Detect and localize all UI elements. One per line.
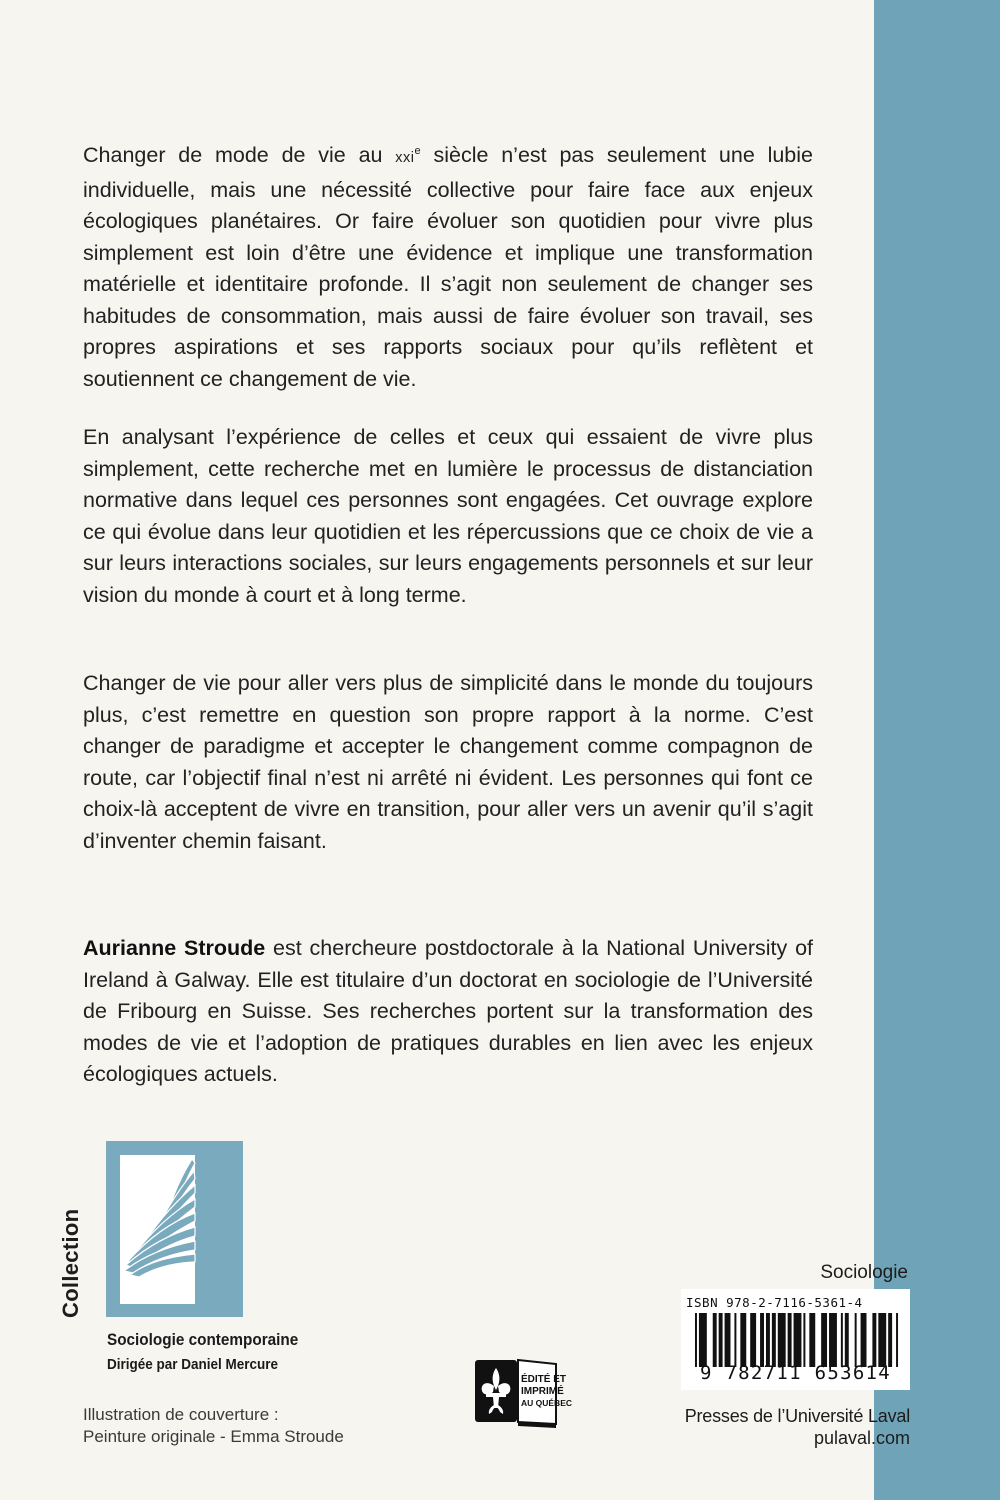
barcode-bar <box>699 1313 707 1367</box>
collection-director: Dirigée par Daniel Mercure <box>107 1356 279 1373</box>
barcode-bar <box>829 1313 837 1367</box>
barcode-bar <box>872 1313 876 1367</box>
author-name: Aurianne Stroude <box>83 936 266 960</box>
collection-label: Collection <box>58 1208 83 1318</box>
summary-paragraph-2 <box>83 422 813 611</box>
credits-line-2: Peinture originale - Emma Stroude <box>83 1427 344 1446</box>
barcode-bar <box>766 1313 770 1367</box>
barcode-bar <box>896 1313 898 1367</box>
barcode-bar <box>878 1313 886 1367</box>
paragraph-text: En analysant l’expérience de celles et ceux qui essaient de vivre plus simplement, cette recherche met en lumière le processus de distanciation normative dans lequel ces personnes sont engagées. Cet ouvrage explore ce qui évolue dans leur quotidien et les répercussions que ce choix de vie a sur leurs interactions sociales, sur leurs engagements personnels et sur leur vision du monde à court et à long terme. <box>83 425 813 607</box>
isbn-text: ISBN 978-2-7116-5361-4 <box>686 1295 863 1310</box>
barcode-bar <box>740 1313 746 1367</box>
barcode-bar <box>794 1313 802 1367</box>
century-superscript: e <box>414 145 421 157</box>
barcode-bars <box>695 1313 900 1367</box>
collection-logo-icon <box>106 1141 243 1317</box>
author-bio-text: est chercheure postdoctorale à la National University of Ireland à Galway. Elle est titulaire d’un doctorat en sociologie de l’Université de Fribourg en Suisse. Ses recherches portent sur la transformation des modes de vie et l’adoption de pratiques durables en lien avec les enjeux écologiques actuels. <box>83 936 813 1086</box>
barcode-bar <box>725 1313 731 1367</box>
barcode-bar <box>861 1313 867 1367</box>
barcode-bar <box>845 1313 849 1367</box>
text-run: Changer de mode de vie au <box>83 143 396 167</box>
barcode-bar <box>809 1313 815 1367</box>
author-bio <box>83 933 813 1091</box>
barcode <box>681 1289 910 1390</box>
barcode-bar <box>713 1313 717 1367</box>
paragraph-text: Changer de vie pour aller vers plus de simplicité dans le monde du toujours plus, c’est remettre en question son propre rapport à la norme. C’est changer de paradigme et accepter le changement comme compagnon de route, car l’objectif final n’est ni arrêté ni évident. Les personnes qui font ce choix-là acceptent de vivre en transition, pour aller vers un avenir qu’il s’agit d’inventer chemin faisant. <box>83 671 813 853</box>
subject-label: Sociologie <box>820 1262 908 1283</box>
century-numeral: xxi <box>395 150 415 166</box>
barcode-bar <box>734 1313 736 1367</box>
credits-line-1: Illustration de couverture : <box>83 1405 279 1424</box>
barcode-bar <box>788 1313 792 1367</box>
barcode-bar <box>750 1313 756 1367</box>
publisher-name: Presses de l’Université Laval <box>684 1406 910 1426</box>
barcode-bar <box>803 1313 805 1367</box>
badge-line-3: AU QUÉBEC <box>521 1398 573 1408</box>
barcode-bar <box>821 1313 827 1367</box>
barcode-bar <box>841 1313 843 1367</box>
barcode-bar <box>695 1313 697 1367</box>
barcode-bar <box>760 1313 764 1367</box>
text-run: siècle n’est pas seulement une lubie individuelle, mais une nécessité collective pour faire face aux enjeux écologiques planétaires. Or faire évoluer son quotidien pour vivre plus simplement est loin d’être une évidence et implique une transformation matérielle et identitaire profonde. Il s’agit non seulement de changer ses habitudes de consommation, mais aussi de faire évoluer son travail, ses propres aspirations et ses rapports sociaux pour qu’ils reflètent et soutiennent ce changement de vie. <box>83 143 813 391</box>
summary-paragraph-1 <box>83 140 813 395</box>
cover-credits <box>83 1404 344 1448</box>
publisher-website: pulaval.com <box>813 1428 910 1448</box>
badge-line-2: IMPRIMÉ <box>521 1386 564 1397</box>
barcode-bar <box>888 1313 892 1367</box>
collection-name: Sociologie contemporaine <box>107 1330 299 1349</box>
barcode-bar <box>855 1313 857 1367</box>
barcode-bar <box>778 1313 786 1367</box>
edite-au-quebec-badge <box>474 1358 573 1430</box>
badge-line-1: ÉDITÉ ET <box>521 1374 567 1385</box>
barcode-bar <box>772 1313 776 1367</box>
barcode-bar <box>719 1313 723 1367</box>
summary-paragraph-3 <box>83 668 813 857</box>
barcode-digits: 9 782711 653614 <box>699 1362 892 1384</box>
